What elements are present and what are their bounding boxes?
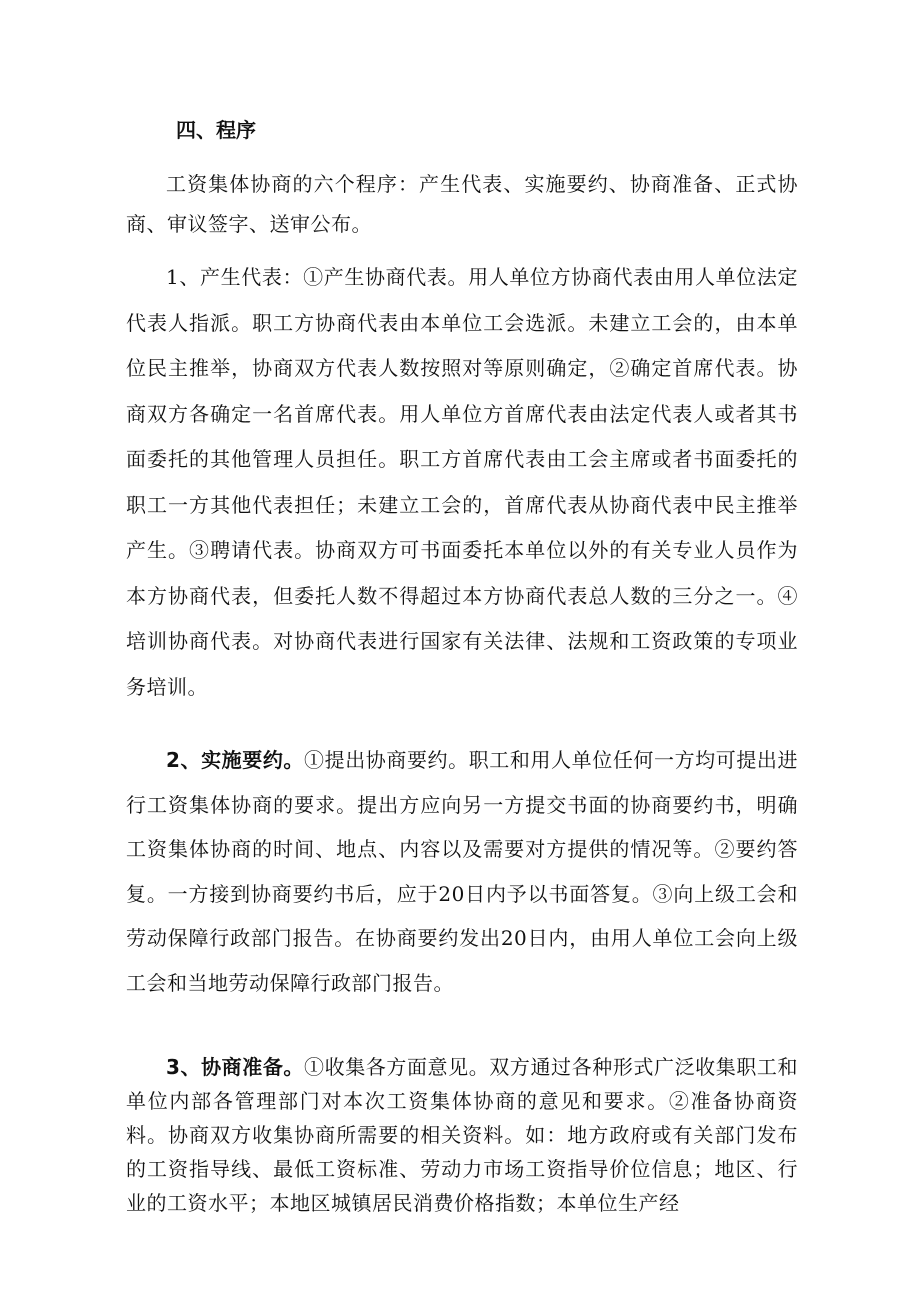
paragraph-lead: 2、实施要约。 [166,748,305,772]
paragraph-lead: 3、协商准备。 [166,1055,305,1079]
section-heading: 四、程序 [176,118,256,142]
paragraph-produce-representatives [126,255,798,710]
intro-paragraph: 工资集体协商的六个程序：产生代表、实施要约、协商准备、正式协商、审议签字、送审公布。 [126,172,798,236]
paragraph-body: ①产生协商代表。用人单位方协商代表由用人单位法定代表人指派。职工方协商代表由本单位工会选派。未建立工会的，由本单位民主推举，协商双方代表人数按照对等原则确定，②确定首席代表。协商双方各确定一名首席代表。用人单位方首席代表由法定代表人或者其书面委托的其他管理人员担任。职工方首席代表由工会主席或者书面委托的职工一方其他代表担任；未建立工会的，首席代表从协商代表中民主推举产生。③聘请代表。协商双方可书面委托本单位以外的有关专业人员作为本方协商代表，但委托人数不得超过本方协商代表总人数的三分之一。④培训协商代表。对协商代表进行国家有关法律、法规和工资政策的专项业务培训。 [126,265,798,699]
paragraph-body: ①提出协商要约。职工和用人单位任何一方均可提出进行工资集体协商的要求。提出方应向另一方提交书面的协商要约书，明确工资集体协商的时间、地点、内容以及需要对方提供的情况等。②要约答复。一方接到协商要约书后，应于20日内予以书面答复。③向上级工会和劳动保障行政部门报告。在协商要约发出20日内，由用人单位工会向上级工会和当地劳动保障行政部门报告。 [126,748,799,995]
paragraph-implement-offer [126,738,798,1005]
paragraph-lead: 1、产生代表： [166,265,304,289]
paragraph-negotiation-preparation [126,1050,798,1220]
paragraph-body: ①收集各方面意见。双方通过各种形式广泛收集职工和单位内部各管理部门对本次工资集体协商的意见和要求。②准备协商资料。协商双方收集协商所需要的相关资料。如：地方政府或有关部门发布的工资指导线、最低工资标准、劳动力市场工资指导价位信息；地区、行业的工资水平；本地区城镇居民消费价格指数；本单位生产经 [126,1055,799,1215]
